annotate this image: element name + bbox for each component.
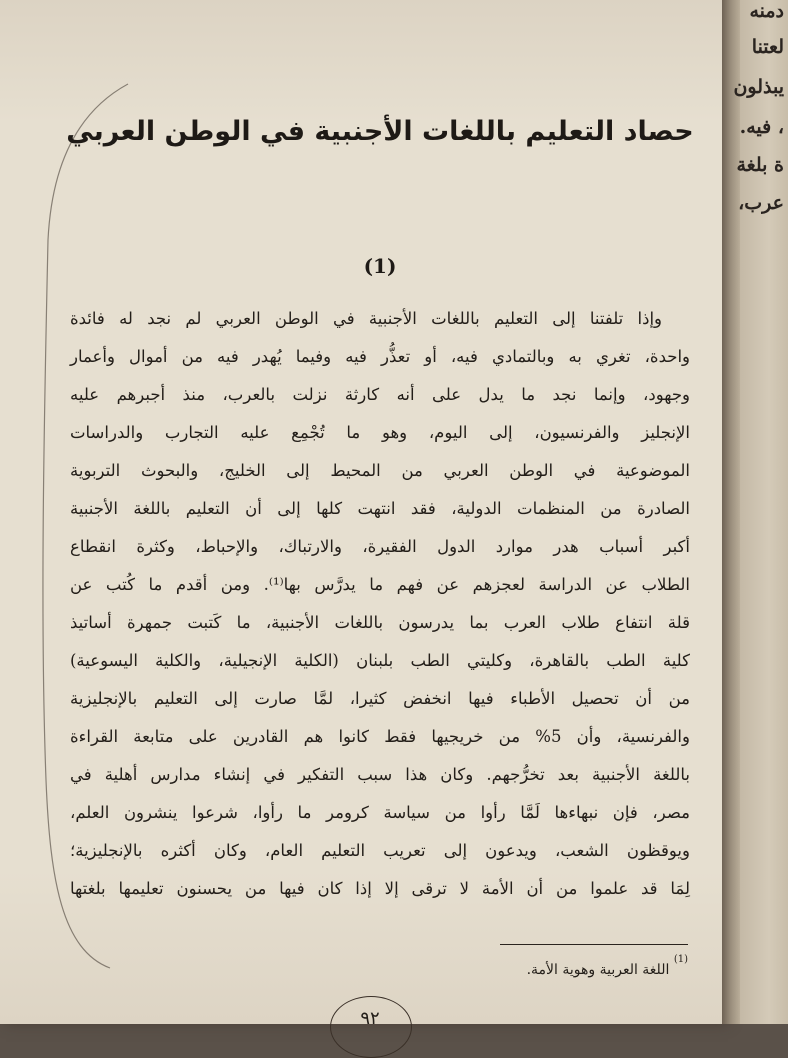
text-line: وجهود، وإنما نجد ما يدل على أنه كارثة نزلت بالعرب، منذ أجبرهم عليه (70, 385, 690, 404)
section-number: (1) (363, 254, 397, 278)
text-line: باللغة الأجنبية بعد تخرُّجهم. وكان هذا سبب التفكير في إنشاء مدارس أهلية في (70, 765, 690, 784)
adjacent-page-fragment: يبذلون (733, 76, 784, 98)
text-line: واحدة، تغري به وبالتمادي فيه، أو تعذُّر فيه وفيما يُهدر فيه من أموال وأعمار (70, 347, 690, 366)
text-line: لِمَا قد علموا من أن الأمة لا ترقى إلا إذا كان فيها من يحسنون تعليمها بلغتها (70, 879, 690, 898)
text-line: الموضوعية في الوطن العربي من المحيط إلى الخليج، والبحوث التربوية (70, 461, 690, 480)
text-line: كلية الطب بالقاهرة، وكليتي الطب بلبنان (الكلية الإنجيلية، والكلية اليسوعية) (70, 651, 690, 670)
text-line: ويوقظون الشعب، ويدعون إلى تعريب التعليم العام، وكان أكثره بالإنجليزية؛ (70, 841, 690, 860)
text-line: أكبر أسباب هدر موارد الدول الفقيرة، والارتباك، والإحباط، وكثرة انقطاع (70, 537, 690, 556)
text-line: الطلاب عن الدراسة لعجزهم عن فهم ما يدرَّس بها⁽¹⁾. ومن أقدم ما كُتب عن (70, 575, 691, 594)
page-number: ٩٢ (360, 1008, 380, 1029)
text-line: وإذا تلفتنا إلى التعليم باللغات الأجنبية في الوطن العربي لم نجد له فائدة (70, 309, 662, 328)
adjacent-page-fragment: ة بلغة (736, 154, 784, 176)
adjacent-page-fragment: لعتنا (751, 36, 784, 58)
text-line: مصر، فإن نبهاءها لَمَّا رأوا من سياسة كرومر ما رأوا، شرعوا ينشرون العلم، (70, 803, 690, 822)
adjacent-page-fragment: عرب، (738, 192, 784, 214)
text-line: من أن تحصيل الأطباء فيها انخفض كثيرا، لمَّا صارت إلى التعليم بالإنجليزية (70, 689, 690, 708)
text-line: الإنجليز والفرنسيون، إلى اليوم، وهو ما تُجْمِع عليه التجارب والدراسات (70, 423, 690, 442)
footnote (420, 950, 688, 990)
adjacent-page-fragment: ، فيه. (739, 116, 784, 138)
footnote-mark: (1) (673, 954, 688, 965)
footnote-separator (500, 944, 688, 945)
text-line: قلة انتفاع طلاب العرب بما يدرسون باللغات الأجنبية، ما كَتبت جمهرة أساتيذ (70, 613, 690, 632)
text-line: والفرنسية، وأن 5% من خريجيها فقط كانوا هم القادرين على متابعة القراءة (70, 727, 690, 746)
adjacent-page-fragment: دمنه (749, 0, 784, 22)
chapter-title: حصاد التعليم باللغات الأجنبية في الوطن العربي (66, 116, 694, 148)
text-line: الصادرة من المنظمات الدولية، فقد انتهت كلها إلى أن التعليم باللغة الأجنبية (70, 499, 690, 518)
footnote-text: اللغة العربية وهوية الأمة. (526, 962, 670, 978)
adjacent-page (733, 0, 788, 1024)
body-paragraph (70, 300, 690, 908)
